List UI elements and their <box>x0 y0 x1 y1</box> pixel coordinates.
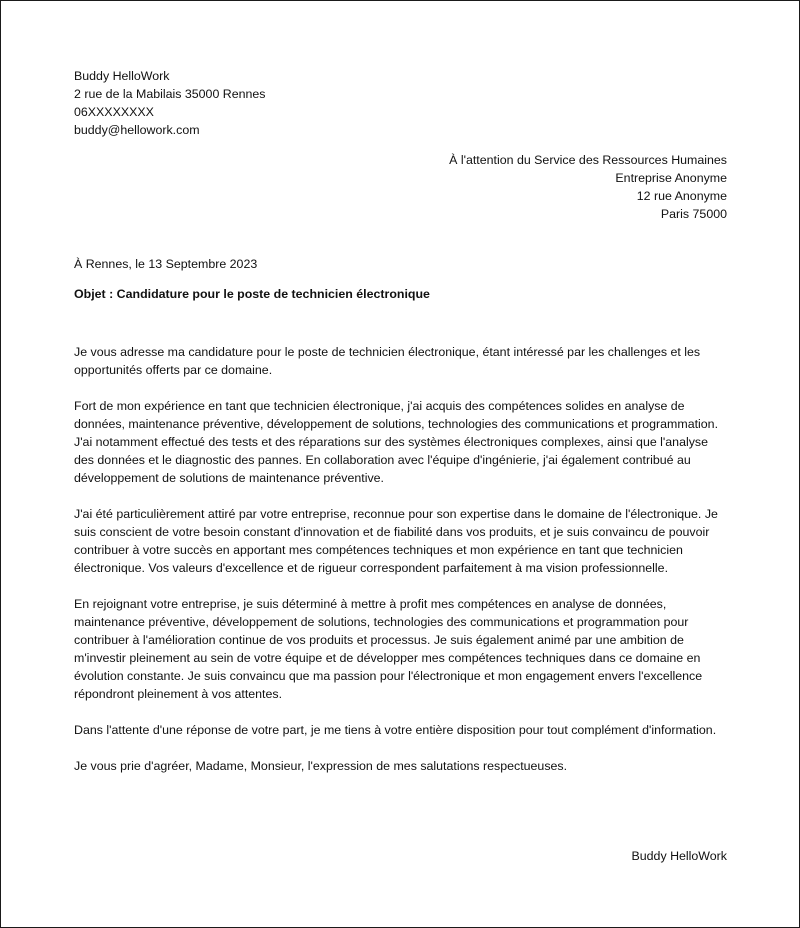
recipient-city: Paris 75000 <box>660 207 727 221</box>
recipient-company: Entreprise Anonyme <box>615 171 727 185</box>
body-paragraph: Fort de mon expérience en tant que technicien électronique, j'ai acquis des compétences solides en analyse de données, maintenance préventive, développement de solutions, technologies des communications et programmation. J'ai notamment effectué des tests et des réparations sur des systèmes électroniques complexes, ainsi que l'analyse des données et le diagnostic des pannes. En collaboration avec l'équipe d'ingénierie, j'ai également contribué au développement de solutions de maintenance préventive. <box>74 399 719 485</box>
sender-phone: 06XXXXXXXX <box>74 105 154 119</box>
body-paragraph: Dans l'attente d'une réponse de votre part, je me tiens à votre entière disposition pour tout complément d'information. <box>74 723 717 737</box>
letter-subject: Objet : Candidature pour le poste de technicien électronique <box>74 287 430 301</box>
sender-block <box>74 67 266 139</box>
sender-name: Buddy HelloWork <box>74 69 170 83</box>
sender-email: buddy@hellowork.com <box>74 123 200 137</box>
recipient-attention: À l'attention du Service des Ressources Humaines <box>449 153 727 167</box>
body-paragraph: J'ai été particulièrement attiré par votre entreprise, reconnue pour son expertise dans le domaine de l'électronique. Je suis conscient de votre besoin constant d'innovation et de fiabilité dans vos produits, et je suis convaincu de pouvoir contribuer à votre succès en apportant mes compétences techniques et mon expérience en tant que technicien électronique. Vos valeurs d'excellence et de rigueur correspondent parfaitement à ma vision professionnelle. <box>74 507 718 575</box>
sender-address: 2 rue de la Mabilais 35000 Rennes <box>74 87 266 101</box>
letter-date: À Rennes, le 13 Septembre 2023 <box>74 257 258 271</box>
body-paragraph: Je vous adresse ma candidature pour le poste de technicien électronique, étant intéressé par les challenges et les opportunités offerts par ce domaine. <box>74 345 701 377</box>
body-paragraph: En rejoignant votre entreprise, je suis déterminé à mettre à profit mes compétences en analyse de données, maintenance préventive, développement de solutions, technologies des communications et programmation pour contribuer à l'amélioration continue de vos produits et processus. Je suis également animé par une ambition de m'investir pleinement au sein de votre équipe et de développer mes compétences techniques dans ce domaine en évolution constante. Je suis convaincu que ma passion pour l'électronique et mon engagement envers l'excellence répondront pleinement à vos attentes. <box>74 597 703 701</box>
recipient-block <box>449 151 727 223</box>
body-paragraph: Je vous prie d'agréer, Madame, Monsieur, l'expression de mes salutations respectueuses. <box>74 759 568 773</box>
letter-body <box>74 343 729 793</box>
recipient-street: 12 rue Anonyme <box>636 189 727 203</box>
signature: Buddy HelloWork <box>631 849 727 863</box>
